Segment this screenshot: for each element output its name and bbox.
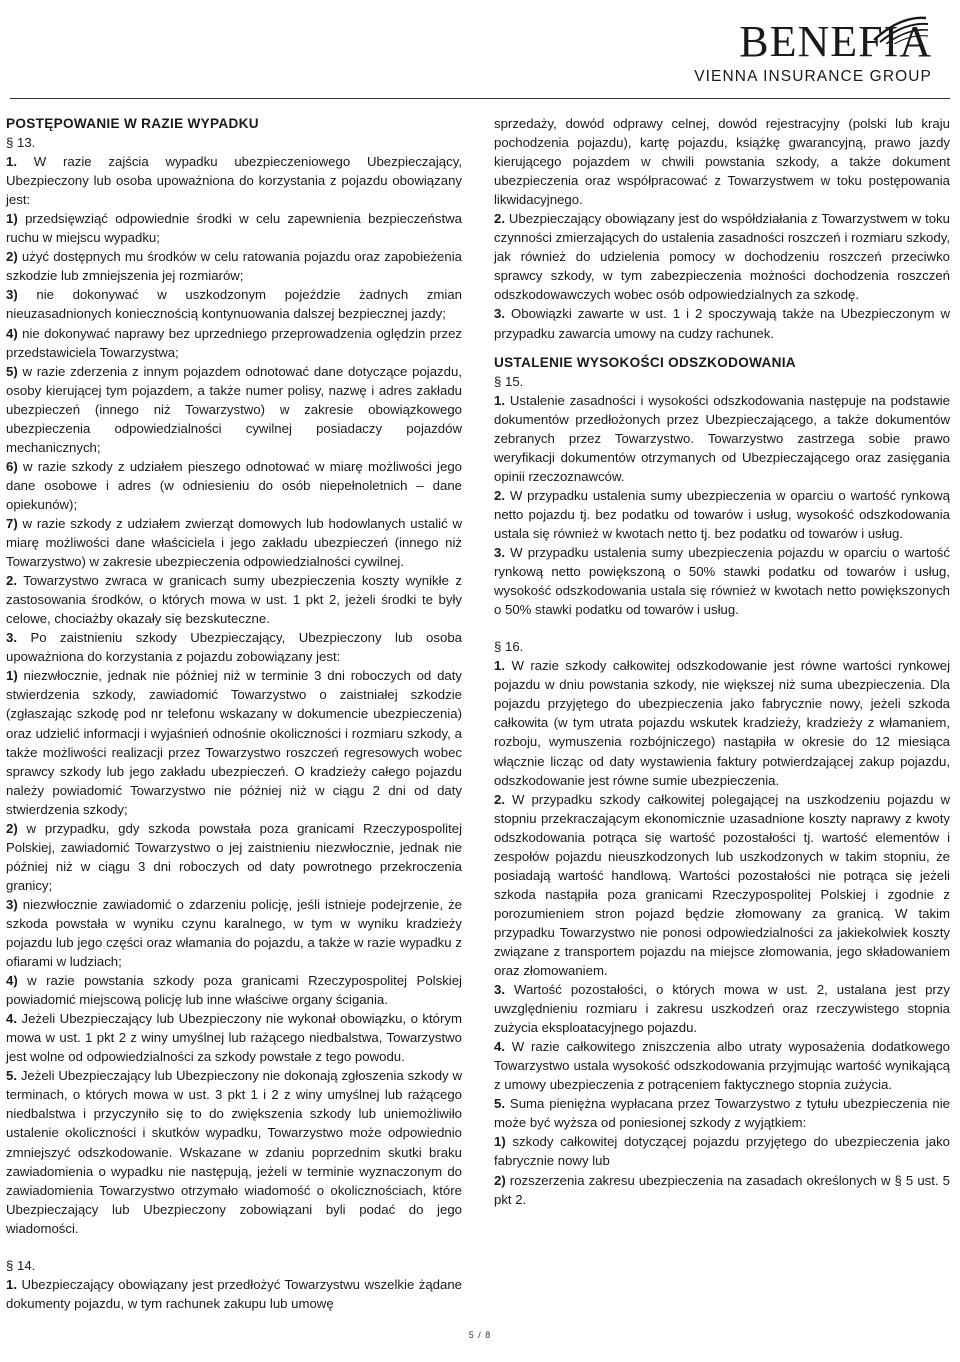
item-number: 2. xyxy=(494,211,505,227)
list-item: 3) nie dokonywać w uszkodzonym pojeździe żadnych zmian nieuzasadnionych koniecznością kontynuowania dalszej bezpiecznej jazdy; xyxy=(6,287,462,322)
header-divider xyxy=(10,98,950,99)
section-number: § 14. xyxy=(6,1257,36,1273)
paragraph: 3. Obowiązki zawarte w ust. 1 i 2 spoczywają także na Ubezpieczonym w przypadku zawarcia umowy na cudzy rachunek. xyxy=(494,306,950,341)
paragraph: 4. Jeżeli Ubezpieczający lub Ubezpieczony nie wykonał obowiązku, o którym mowa w ust. 1 pkt 2 z winy umyślnej lub rażącego niedbalstwa, Towarzystwo jest wolne od odpowiedzialności za szkody powstałe z tego powodu. xyxy=(6,1011,462,1065)
paragraph: 2. Towarzystwo zwraca w granicach sumy ubezpieczenia koszty wynikłe z zastosowania środków, o których mowa w ust. 1 pkt 2, jeżeli środki te były celowe, chociażby okazały się bezskuteczne. xyxy=(6,573,462,627)
paragraph: 2. W przypadku szkody całkowitej polegającej na uszkodzeniu pojazdu w stopniu przekraczającym ekonomicznie uzasadnione koszty naprawy z kwoty odszkodowania potrąca się wartość pozostałości tj. wartość elementów i zespołów pojazdu nieuszkodzonych lub uszkodzonych w takim stopniu, że posiadają wartość handlową. Wartości pozostałości nie potrąca się jeżeli szkoda nastąpiła poza granicami Rzeczypospolitej Polskiej i zgodnie z porozumieniem stron pojazd będzie złomowany za granicą. W takim przypadku Towarzystwo nie ponosi odpowiedzialności za jakiekolwiek koszty związane z transportem pojazdu na miejsce złomowania, jego składowaniem oraz złomowaniem. xyxy=(494,791,950,979)
item-number: 4) xyxy=(6,325,18,341)
item-number: 5. xyxy=(494,1096,505,1112)
spacer xyxy=(494,343,950,353)
paragraph: 1. Ustalenie zasadności i wysokości odszkodowania następuje na podstawie dokumentów przedłożonych przez Ubezpieczającego, a także dokumentów zebranych przez Towarzystwo. Towarzystwo zastrzega sobie prawo weryfikacji dokumentów otrzymanych od Ubezpieczającego oraz zasięgania opinii rzeczoznawców. xyxy=(494,392,950,484)
left-column xyxy=(6,114,462,1313)
item-number: 4. xyxy=(6,1011,17,1027)
paragraph: 5. Suma pieniężna wypłacana przez Towarzystwo z tytułu ubezpieczenia nie może być wyższa od poniesionej szkody z wyjątkiem: xyxy=(494,1096,950,1131)
section-number: § 16. xyxy=(494,639,524,655)
paragraph: 1. W razie szkody całkowitej odszkodowanie jest równe wartości rynkowej pojazdu w dniu powstania szkody, nie większej niż suma ubezpieczenia. Dla pojazdu przyjętego do ubezpieczenia jako fabrycznie nowy, jeżeli szkoda całkowita (w tym utrata pojazdu wskutek kradzieży, kradzieży z włamaniem, rozboju, wymuszenia rozbójniczego) nastąpiła w okresie do 12 miesiąca włącznie licząc od daty wystawienia faktury potwierdzającej zakup pojazdu, odszkodowanie jest równe sumie ubezpieczenia. xyxy=(494,658,950,788)
paragraph: 2. Ubezpieczający obowiązany jest do współdziałania z Towarzystwem w toku czynności zmierzających do ustalenia zasadności roszczeń i rozmiaru szkody, jak również do udzielenia pomocy w dochodzeniu roszczeń przeciwko sprawcy szkody, w tym zabezpieczenia możności dochodzenia roszczeń odszkodowawczych wobec osób odpowiedzialnych za szkodę. xyxy=(494,211,950,303)
item-number: 6) xyxy=(6,458,18,474)
item-number: 2. xyxy=(494,487,505,503)
item-number: 4) xyxy=(6,973,18,989)
list-item: 3) niezwłocznie zawiadomić o zdarzeniu policję, jeśli istnieje podejrzenie, że szkoda powstała w wyniku czynu karalnego, w tym w wyniku kradzieży pojazdu lub jego części oraz włamania do pojazdu, a także w razie wypadku z ofiarami w ludziach; xyxy=(6,896,462,970)
item-number: 3. xyxy=(494,545,505,561)
list-item: 5) w razie zderzenia z innym pojazdem odnotować dane dotyczące pojazdu, osoby kierującej tym pojazdem, a także numer polisy, nazwę i adres zakładu ubezpieczeń (innego niż Towarzystwo) w zakresie obowiązkowego ubezpieczenia odpowiedzialności cywilnej posiadaczy pojazdów mechanicznych; xyxy=(6,363,462,455)
section-number: § 13. xyxy=(6,135,36,151)
item-number: 1. xyxy=(6,154,17,170)
item-number: 1) xyxy=(6,668,18,684)
item-number: 5. xyxy=(6,1068,17,1084)
list-item: 4) w razie powstania szkody poza granicami Rzeczypospolitej Polskiej powiadomić miejscową policję lub inne właściwe organy ścigania. xyxy=(6,973,462,1008)
paragraph: sprzedaży, dowód odprawy celnej, dowód rejestracyjny (polski lub kraju pochodzenia pojazdu), kartę pojazdu, książkę gwarancyjną, prawo jazdy kierującego pojazdem w chwili powstania szkody, a także dokument ubezpieczenia oraz współpracować z Towarzystwem w toku postępowania likwidacyjnego. xyxy=(494,116,950,208)
section-heading: USTALENIE WYSOKOŚCI ODSZKODOWANIA xyxy=(494,354,796,370)
paragraph: 1. Ubezpieczający obowiązany jest przedłożyć Towarzystwu wszelkie żądane dokumenty pojazdu, w tym rachunek zakupu lub umowę xyxy=(6,1276,462,1311)
list-item: 2) w przypadku, gdy szkoda powstała poza granicami Rzeczypospolitej Polskiej, zawiadomić Towarzystwo o jej zaistnieniu niezwłocznie, jednak nie później niż w ciągu 3 dni roboczych od daty powrotnego przekroczenia granicy; xyxy=(6,820,462,893)
spacer xyxy=(494,619,950,637)
item-number: 1. xyxy=(494,392,505,408)
item-number: 2. xyxy=(6,573,17,589)
list-item: 1) niezwłocznie, jednak nie później niż w terminie 3 dni roboczych od daty stwierdzenia szkody, zawiadomić Towarzystwo o zaistniałej szkodzie (zgłaszając szkodę pod nr telefonu wskazany w dokumencie ubezpieczenia) oraz udzielić informacji i wyjaśnień odnośnie okoliczności i rozmiaru szkody, a także możliwości realizacji przez Towarzystwo roszczeń regresowych wobec sprawcy szkody lub jego zakładu ubezpieczeń. O kradzieży całego pojazdu należy powiadomić Towarzystwo nie później niż w ciągu 2 dni od daty stwierdzenia szkody; xyxy=(6,668,462,817)
paragraph: 2. W przypadku ustalenia sumy ubezpieczenia w oparciu o wartość rynkową netto pojazdu tj. bez podatku od towarów i usług, wysokość odszkodowania ustala się również w kwotach netto tj. bez podatku od towarów i usług. xyxy=(494,487,950,541)
item-number: 2) xyxy=(6,820,18,836)
list-item: 1) szkody całkowitej dotyczącej pojazdu przyjętego do ubezpieczenia jako fabrycznie nowy lub xyxy=(494,1134,950,1169)
item-number: 3. xyxy=(494,306,505,322)
right-column xyxy=(494,114,950,1209)
list-item: 7) w razie szkody z udziałem zwierząt domowych lub hodowlanych ustalić w miarę możliwości dane właściciela i jego zakładu ubezpieczeń (innego niż Towarzystwo) w zakresie ubezpieczenia odpowiedzialności cywilnej. xyxy=(6,515,462,570)
item-number: 2. xyxy=(494,791,505,807)
item-number: 3. xyxy=(6,630,17,646)
paragraph: 3. W przypadku ustalenia sumy ubezpieczenia pojazdu w oparciu o wartość rynkową netto powiększoną o 50% stawki podatku od towarów i usług, wysokość odszkodowania ustala się również w kwotach netto powiększonych o 50% stawki podatku od towarów i usług. xyxy=(494,545,950,618)
paragraph: 5. Jeżeli Ubezpieczający lub Ubezpieczony nie dokonają zgłoszenia szkody w terminach, o których mowa w ust. 3 pkt 1 i 2 z winy umyślnej lub rażącego niedbalstwa i przyczyniło się to do zwiększenia szkody lub uniemożliwiło ustalenie okoliczności i skutków wypadku, Towarzystwo może odpowiednio zmniejszyć odszkodowanie. Wskazane w zdaniu poprzednim skutki braku zawiadomienia o wypadku nie następują, jeżeli w terminie wyznaczonym do zawiadomienia Towarzystwo otrzymało wiadomość o okolicznościach, które Ubezpieczający lub Ubezpieczony zobowiązani byli podać do jego wiadomości. xyxy=(6,1068,462,1236)
spacer xyxy=(6,1238,462,1256)
item-number: 3) xyxy=(6,287,18,303)
item-number: 2) xyxy=(494,1172,506,1188)
paragraph: 1. W razie zajścia wypadku ubezpieczeniowego Ubezpieczający, Ubezpieczony lub osoba upoważniona do korzystania z pojazdu obowiązany jest: xyxy=(6,154,462,208)
list-item: 1) przedsięwziąć odpowiednie środki w celu zapewnienia bezpieczeństwa ruchu w miejscu wypadku; xyxy=(6,211,462,246)
item-number: 4. xyxy=(494,1039,505,1055)
item-number: 1. xyxy=(494,658,505,674)
logo-wordmark: BENEFIA xyxy=(739,17,932,66)
item-number: 7) xyxy=(6,515,18,531)
item-number: 3) xyxy=(6,896,18,912)
list-item: 2) użyć dostępnych mu środków w celu ratowania pojazdu oraz zapobieżenia szkodzie lub zmniejszenia jej rozmiarów; xyxy=(6,249,462,284)
item-number: 1. xyxy=(6,1276,17,1292)
list-item: 4) nie dokonywać naprawy bez uprzedniego przeprowadzenia oględzin przez przedstawiciela Towarzystwa; xyxy=(6,325,462,360)
paragraph: 4. W razie całkowitego zniszczenia albo utraty wyposażenia dodatkowego Towarzystwo ustala wysokość odszkodowania przyjmując wartość wynikającą z umowy ubezpieczenia z potrąceniem faktycznego stopnia zużycia. xyxy=(494,1039,950,1093)
item-number: 1) xyxy=(6,211,18,227)
benefia-logo xyxy=(682,18,932,88)
item-number: 5) xyxy=(6,363,18,379)
item-number: 3. xyxy=(494,982,505,998)
list-item: 2) rozszerzenia zakresu ubezpieczenia na zasadach określonych w § 5 ust. 5 pkt 2. xyxy=(494,1172,950,1207)
logo-subtitle: VIENNA INSURANCE GROUP xyxy=(694,68,932,85)
item-number: 1) xyxy=(494,1134,506,1150)
paragraph: 3. Po zaistnieniu szkody Ubezpieczający, Ubezpieczony lub osoba upoważniona do korzystania z pojazdu zobowiązany jest: xyxy=(6,630,462,665)
page-number: 5 / 8 xyxy=(468,1330,492,1340)
paragraph: 3. Wartość pozostałości, o których mowa w ust. 2, ustalana jest przy uwzględnieniu rozmiaru i zakresu uszkodzeń oraz rzeczywistego stopnia zużycia eksploatacyjnego pojazdu. xyxy=(494,982,950,1036)
section-number: § 15. xyxy=(494,373,524,389)
list-item: 6) w razie szkody z udziałem pieszego odnotować w miarę możliwości jego dane osobowe i adres (w odniesieniu do osób niepełnoletnich – dane opiekunów); xyxy=(6,458,462,512)
item-number: 2) xyxy=(6,249,18,265)
section-heading: POSTĘPOWANIE W RAZIE WYPADKU xyxy=(6,116,259,131)
